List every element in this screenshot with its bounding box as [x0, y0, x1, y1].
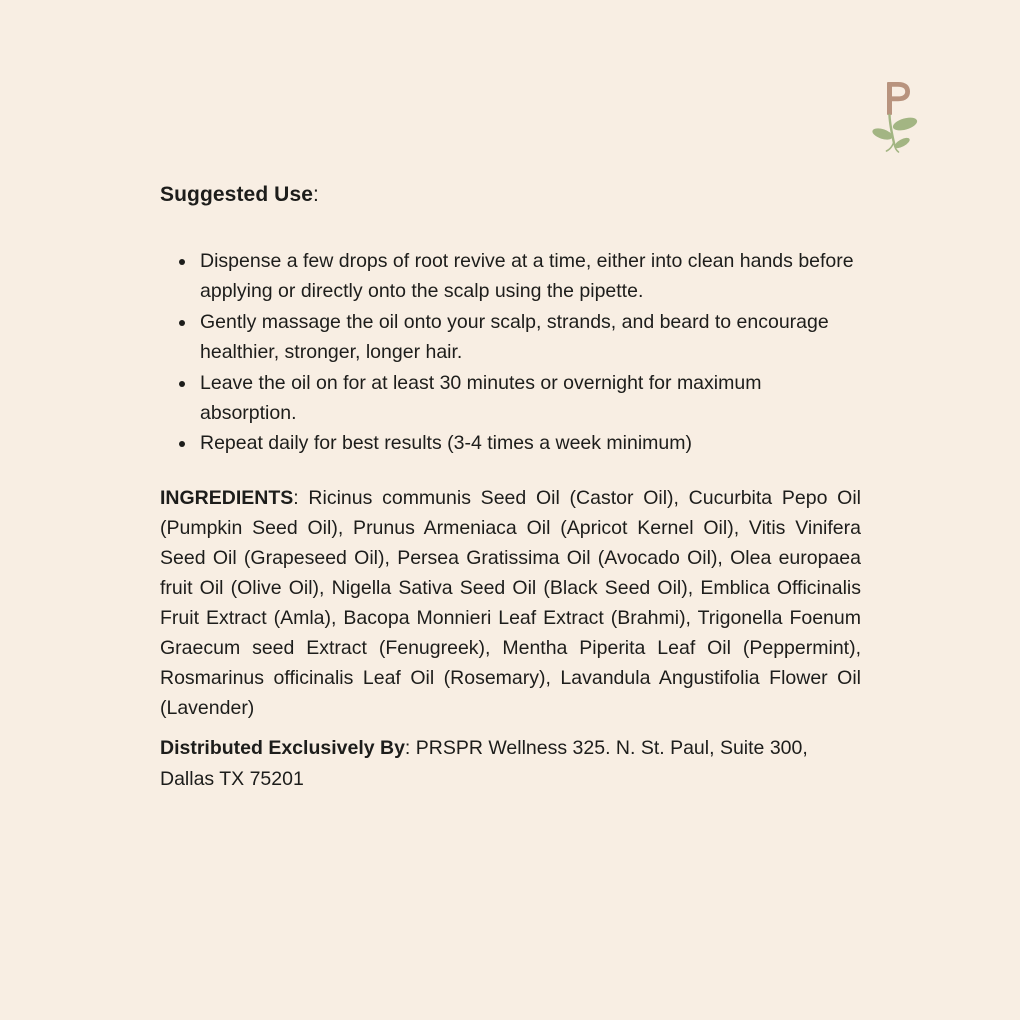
- suggested-use-item: • Leave the oil on for at least 30 minutes or overnight for maximum absorption.: [197, 368, 861, 429]
- ingredients-separator: :: [293, 486, 309, 509]
- suggested-use-item: • Repeat daily for best results (3-4 times a week minimum): [197, 428, 861, 458]
- distributed-label: Distributed Exclusively By: [160, 736, 405, 759]
- logo-letter-p: [887, 82, 910, 115]
- distributed-separator: :: [404, 736, 416, 759]
- brand-logo: [872, 80, 922, 154]
- logo-leaves: [872, 115, 919, 150]
- suggested-use-list: [160, 246, 861, 459]
- label-content: [160, 183, 861, 795]
- ingredients-label: INGREDIENTS: [160, 486, 294, 509]
- suggested-use-heading-text: Suggested Use: [160, 183, 314, 206]
- plant-p-logo-icon: [872, 80, 922, 154]
- distributed-paragraph: [160, 733, 861, 795]
- distributed-text: PRSPR Wellness 325. N. St. Paul, Suite 300, Dallas TX 75201: [160, 736, 808, 790]
- suggested-use-item: • Dispense a few drops of root revive at a time, either into clean hands before applying or directly onto the scalp using the pipette.: [197, 246, 861, 307]
- ingredients-text: Ricinus communis Seed Oil (Castor Oil), Cucurbita Pepo Oil (Pumpkin Seed Oil), Prunus Armeniaca Oil (Apricot Kernel Oil), Vitis Vinifera Seed Oil (Grapeseed Oil), Persea Gratissima Oil (Avocado Oil), Olea europaea fruit Oil (Olive Oil), Nigella Sativa Seed Oil (Black Seed Oil), Emblica Officinalis Fruit Extract (Amla), Bacopa Monnieri Leaf Extract (Brahmi), Trigonella Foenum Graecum seed Extract (Fenugreek), Mentha Piperita Leaf Oil (Peppermint), Rosmarinus officinalis Leaf Oil (Rosemary), Lavandula Angustifolia Flower Oil (Lavender): [160, 486, 861, 719]
- suggested-use-heading: [160, 183, 861, 207]
- ingredients-paragraph: [160, 483, 861, 723]
- suggested-use-heading-colon: :: [313, 183, 319, 206]
- suggested-use-item: • Gently massage the oil onto your scalp, strands, and beard to encourage healthier, stronger, longer hair.: [197, 307, 861, 368]
